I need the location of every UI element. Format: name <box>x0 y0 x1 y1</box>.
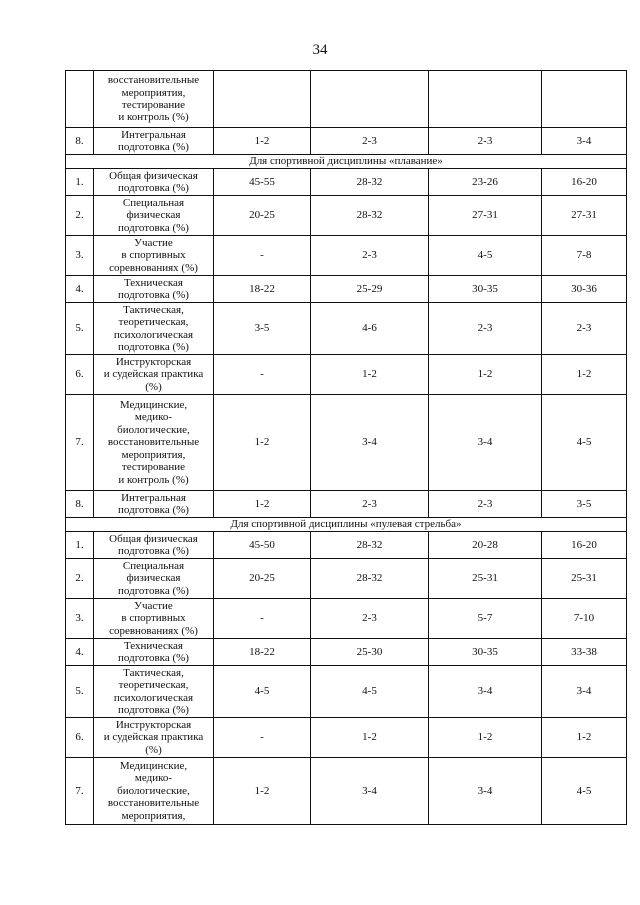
section-title: Для спортивной дисциплины «пулевая стрельба» <box>66 518 627 532</box>
training-component-name: Инструкторская и судейская практика (%) <box>94 718 214 758</box>
value-cell: 1-2 <box>429 355 542 395</box>
value-cell: 4-5 <box>542 395 627 491</box>
row-number: 5. <box>66 666 94 718</box>
section-header-row <box>66 518 627 532</box>
row-number: 5. <box>66 303 94 355</box>
value-cell: 16-20 <box>542 532 627 559</box>
value-cell: 1-2 <box>311 718 429 758</box>
value-cell: 3-4 <box>429 395 542 491</box>
value-cell: 3-5 <box>214 303 311 355</box>
value-cell: 3-4 <box>429 758 542 825</box>
value-cell: - <box>214 718 311 758</box>
row-number: 1. <box>66 169 94 196</box>
value-cell: 20-28 <box>429 532 542 559</box>
row-number: 6. <box>66 355 94 395</box>
value-cell: 28-32 <box>311 196 429 236</box>
value-cell: 25-30 <box>311 639 429 666</box>
table-row <box>66 666 627 718</box>
page-number: 34 <box>312 42 328 58</box>
value-cell: 2-3 <box>429 491 542 518</box>
table-body <box>66 71 627 825</box>
row-number: 7. <box>66 758 94 825</box>
value-cell: 4-5 <box>214 666 311 718</box>
value-cell <box>311 71 429 128</box>
value-cell: 30-36 <box>542 276 627 303</box>
value-cell: 33-38 <box>542 639 627 666</box>
value-cell: 25-31 <box>429 559 542 599</box>
value-cell: - <box>214 355 311 395</box>
value-cell: 3-4 <box>542 666 627 718</box>
section-header-row <box>66 155 627 169</box>
training-component-name: восстановительные мероприятия, тестирование и контроль (%) <box>94 71 214 128</box>
value-cell: 18-22 <box>214 639 311 666</box>
training-component-name: Тактическая, теоретическая, психологическая подготовка (%) <box>94 666 214 718</box>
row-number: 1. <box>66 532 94 559</box>
value-cell: 1-2 <box>429 718 542 758</box>
training-component-name: Специальная физическая подготовка (%) <box>94 196 214 236</box>
value-cell: 45-50 <box>214 532 311 559</box>
training-component-name: Тактическая, теоретическая, психологическая подготовка (%) <box>94 303 214 355</box>
value-cell: 2-3 <box>311 491 429 518</box>
table-row <box>66 355 627 395</box>
value-cell: 1-2 <box>542 718 627 758</box>
training-component-name: Техническая подготовка (%) <box>94 639 214 666</box>
row-number: 2. <box>66 559 94 599</box>
value-cell: 4-5 <box>542 758 627 825</box>
value-cell: 7-8 <box>542 236 627 276</box>
row-number: 3. <box>66 236 94 276</box>
table-row <box>66 395 627 491</box>
value-cell: 5-7 <box>429 599 542 639</box>
value-cell: 7-10 <box>542 599 627 639</box>
value-cell: 2-3 <box>311 599 429 639</box>
row-number: 8. <box>66 491 94 518</box>
value-cell: 27-31 <box>429 196 542 236</box>
value-cell: 25-29 <box>311 276 429 303</box>
training-component-name: Участие в спортивных соревнованиях (%) <box>94 236 214 276</box>
row-number: 7. <box>66 395 94 491</box>
value-cell: 1-2 <box>214 491 311 518</box>
value-cell: 28-32 <box>311 559 429 599</box>
row-number: 8. <box>66 128 94 155</box>
value-cell: 1-2 <box>542 355 627 395</box>
value-cell: 4-5 <box>429 236 542 276</box>
value-cell: 4-6 <box>311 303 429 355</box>
value-cell: 28-32 <box>311 532 429 559</box>
value-cell: 2-3 <box>311 236 429 276</box>
table-row <box>66 196 627 236</box>
value-cell: 30-35 <box>429 639 542 666</box>
training-component-name: Участие в спортивных соревнованиях (%) <box>94 599 214 639</box>
row-number: 3. <box>66 599 94 639</box>
value-cell: 23-26 <box>429 169 542 196</box>
value-cell: 28-32 <box>311 169 429 196</box>
value-cell <box>542 71 627 128</box>
value-cell: 2-3 <box>311 128 429 155</box>
table-row <box>66 639 627 666</box>
value-cell: 4-5 <box>311 666 429 718</box>
training-ratio-table <box>65 70 627 825</box>
table-row <box>66 559 627 599</box>
value-cell: 20-25 <box>214 196 311 236</box>
training-component-name: Инструкторская и судейская практика (%) <box>94 355 214 395</box>
row-number: 4. <box>66 639 94 666</box>
section-title: Для спортивной дисциплины «плавание» <box>66 155 627 169</box>
value-cell: 2-3 <box>429 128 542 155</box>
training-component-name: Интегральная подготовка (%) <box>94 491 214 518</box>
value-cell: - <box>214 599 311 639</box>
table-row <box>66 718 627 758</box>
value-cell: 18-22 <box>214 276 311 303</box>
value-cell: 20-25 <box>214 559 311 599</box>
table-row <box>66 532 627 559</box>
table-row <box>66 303 627 355</box>
row-number: 2. <box>66 196 94 236</box>
value-cell: 1-2 <box>214 758 311 825</box>
training-component-name: Медицинские, медико- биологические, восстановительные мероприятия, тестирование и контроль (%) <box>94 395 214 491</box>
table-row <box>66 169 627 196</box>
value-cell: 3-5 <box>542 491 627 518</box>
training-component-name: Специальная физическая подготовка (%) <box>94 559 214 599</box>
table-row <box>66 599 627 639</box>
value-cell: 3-4 <box>429 666 542 718</box>
value-cell <box>214 71 311 128</box>
value-cell: 27-31 <box>542 196 627 236</box>
training-component-name: Интегральная подготовка (%) <box>94 128 214 155</box>
value-cell: 16-20 <box>542 169 627 196</box>
value-cell: 30-35 <box>429 276 542 303</box>
row-number: 4. <box>66 276 94 303</box>
value-cell: 2-3 <box>542 303 627 355</box>
value-cell: 2-3 <box>429 303 542 355</box>
value-cell: 25-31 <box>542 559 627 599</box>
value-cell: 3-4 <box>311 395 429 491</box>
table-row <box>66 758 627 825</box>
value-cell: - <box>214 236 311 276</box>
table-row <box>66 236 627 276</box>
value-cell: 1-2 <box>214 395 311 491</box>
value-cell: 3-4 <box>542 128 627 155</box>
table-row <box>66 71 627 128</box>
row-number <box>66 71 94 128</box>
training-component-name: Техническая подготовка (%) <box>94 276 214 303</box>
table-row <box>66 276 627 303</box>
value-cell: 45-55 <box>214 169 311 196</box>
table-row <box>66 128 627 155</box>
training-component-name: Медицинские, медико- биологические, восстановительные мероприятия, <box>94 758 214 825</box>
training-component-name: Общая физическая подготовка (%) <box>94 169 214 196</box>
value-cell: 1-2 <box>311 355 429 395</box>
row-number: 6. <box>66 718 94 758</box>
value-cell: 3-4 <box>311 758 429 825</box>
value-cell: 1-2 <box>214 128 311 155</box>
table-row <box>66 491 627 518</box>
value-cell <box>429 71 542 128</box>
training-component-name: Общая физическая подготовка (%) <box>94 532 214 559</box>
